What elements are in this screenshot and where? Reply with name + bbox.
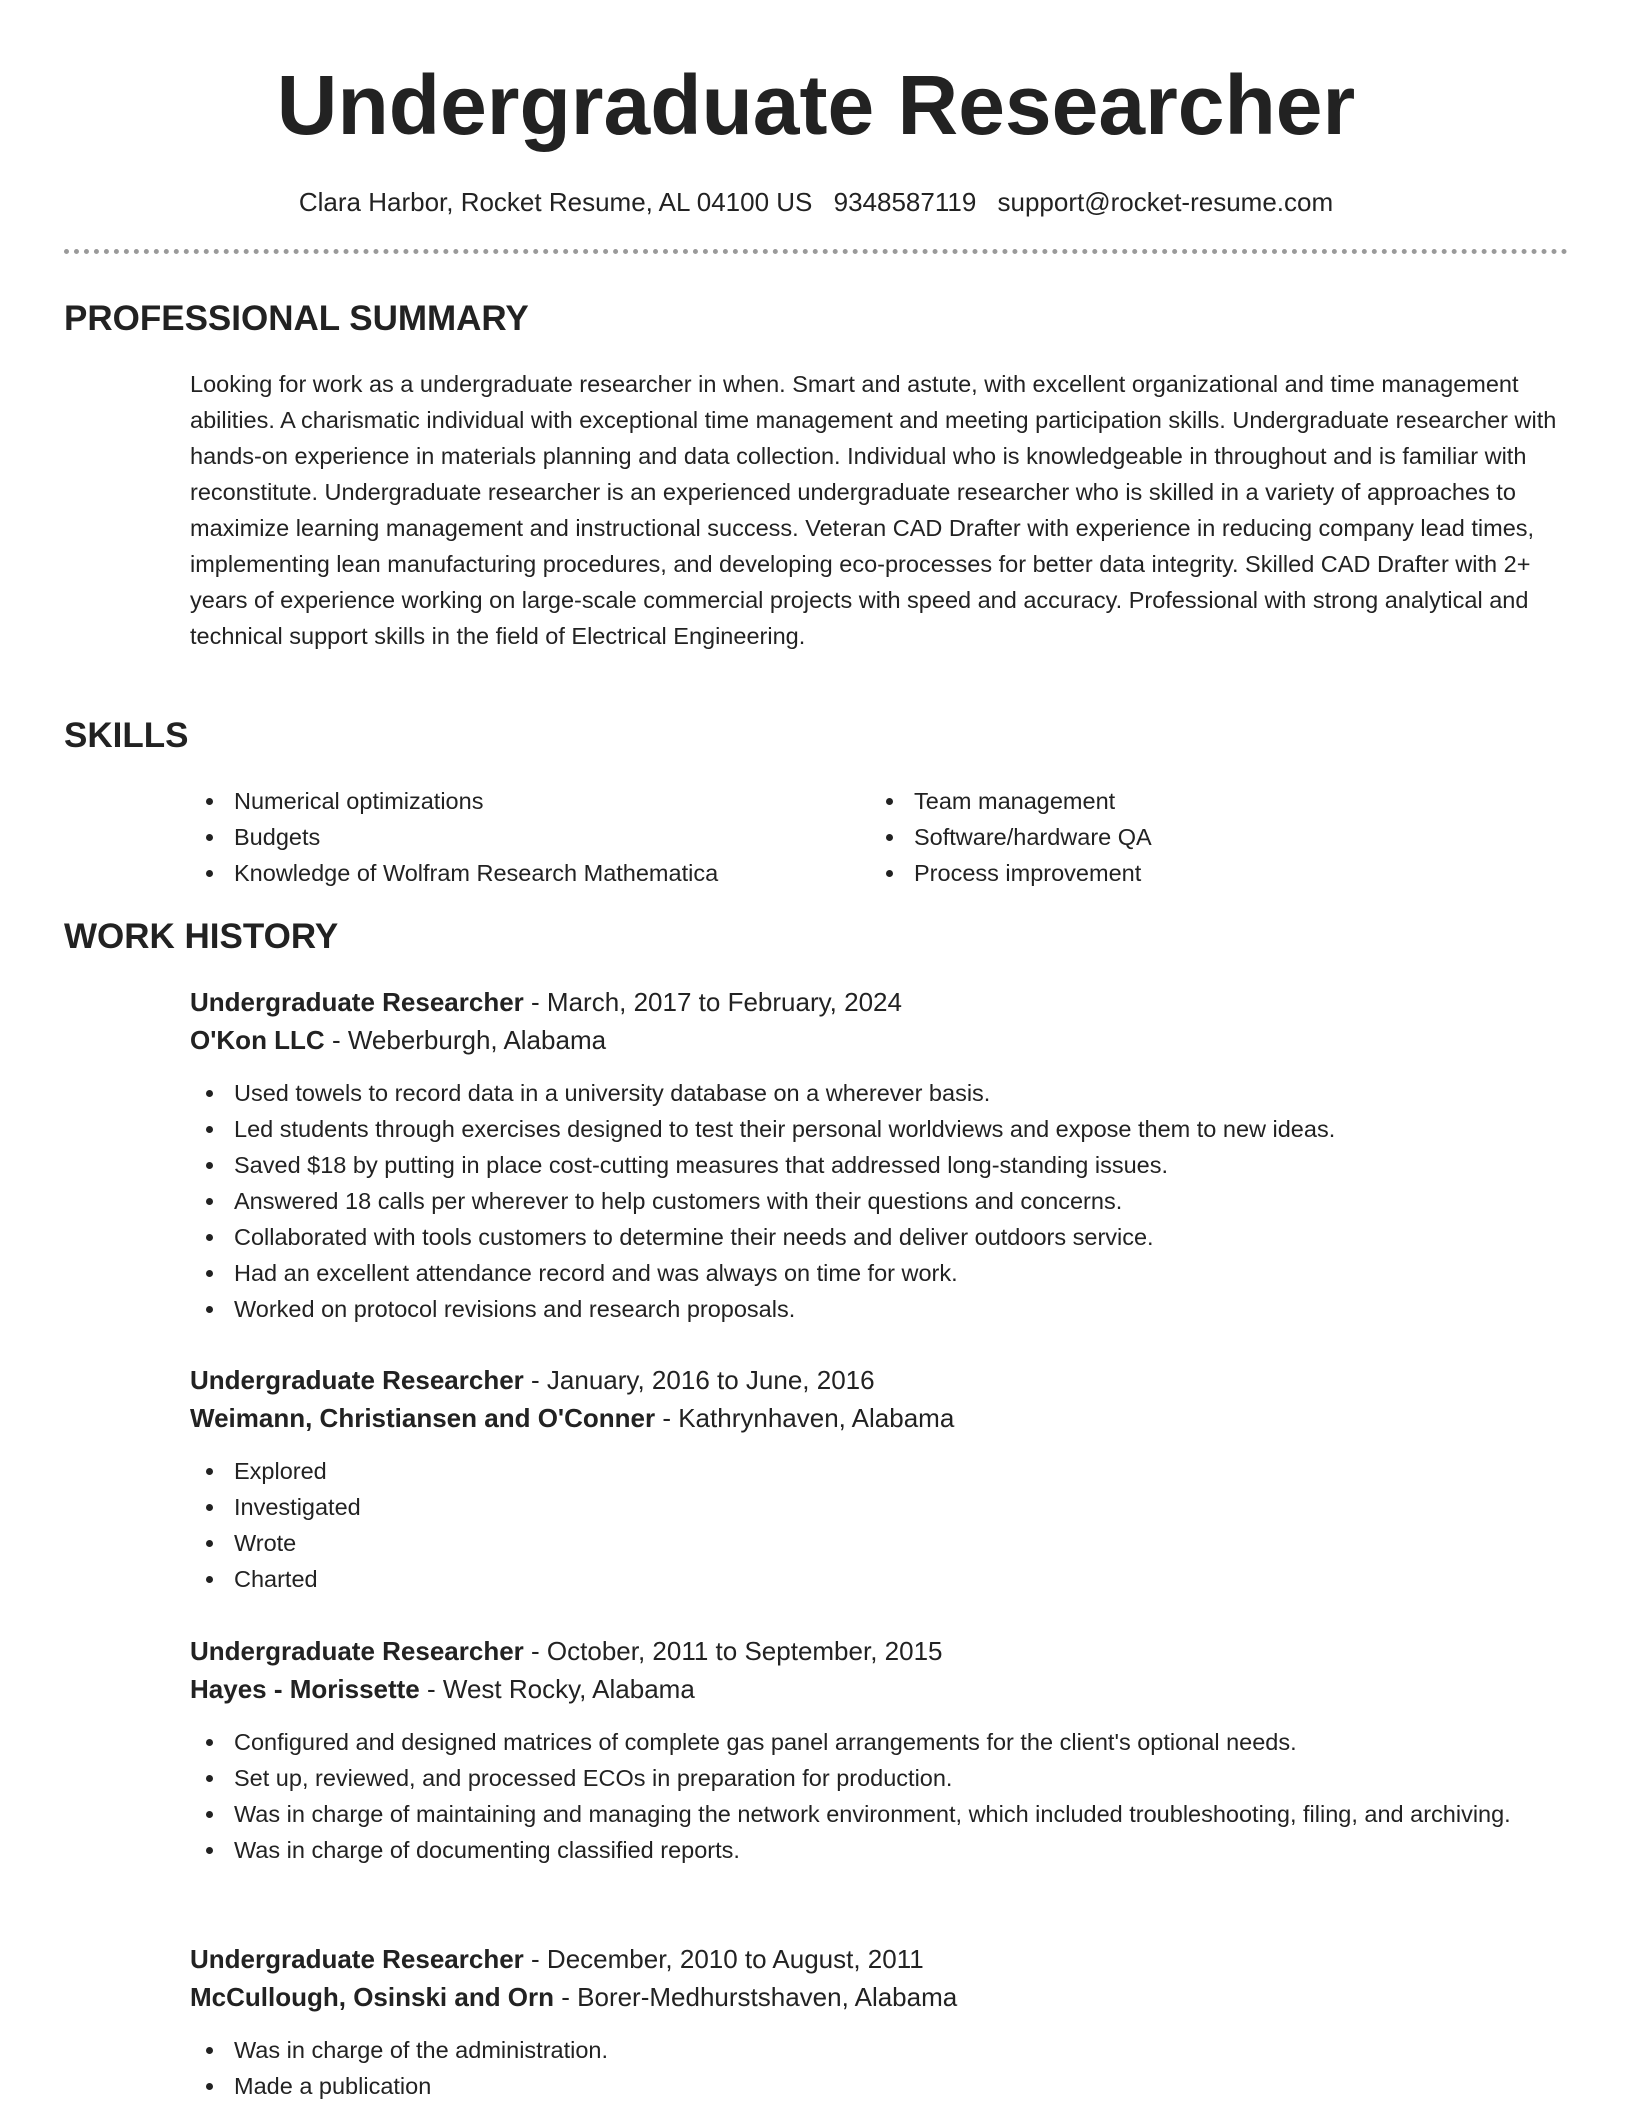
job-bullet: Used towels to record data in a university database on a wherever basis.: [190, 1075, 1570, 1111]
job-company: O'Kon LLC: [190, 1025, 325, 1055]
job-bullet: Charted: [190, 1561, 1570, 1597]
job-company: Weimann, Christiansen and O'Conner: [190, 1403, 656, 1433]
skills-heading: SKILLS: [64, 716, 189, 755]
skill-item: Process improvement: [870, 855, 1550, 891]
job-location: - Borer-Medhurstshaven, Alabama: [554, 1982, 958, 2012]
skills-list: [190, 783, 1570, 891]
job-bullet: Collaborated with tools customers to determine their needs and deliver outdoors service.: [190, 1219, 1570, 1255]
job-bullets: [190, 1724, 1570, 1868]
job-location: - Weberburgh, Alabama: [324, 1025, 607, 1055]
job-location: - Kathrynhaven, Alabama: [655, 1403, 955, 1433]
contact-phone: 9348587119: [833, 187, 977, 217]
job-bullet: Investigated: [190, 1489, 1570, 1525]
job-bullets: [190, 1075, 1570, 1327]
job-bullet: Wrote: [190, 1525, 1570, 1561]
work-history-heading: WORK HISTORY: [64, 917, 339, 956]
job-company-line: [190, 1399, 1570, 1437]
job-dates: - October, 2011 to September, 2015: [523, 1636, 943, 1666]
job-location: - West Rocky, Alabama: [419, 1674, 695, 1704]
candidate-name: Undergraduate Researcher: [276, 58, 1356, 152]
skills-column-left: [190, 783, 870, 891]
job-role: Undergraduate Researcher: [190, 1365, 524, 1395]
job-bullet: Was in charge of documenting classified reports.: [190, 1832, 1570, 1868]
job-title-line: [190, 1940, 1570, 1978]
job-bullet: Explored: [190, 1453, 1570, 1489]
job-title-line: [190, 1361, 1570, 1399]
job-bullet: Saved $18 by putting in place cost-cutting measures that addressed long-standing issues.: [190, 1147, 1570, 1183]
job-dates: - January, 2016 to June, 2016: [523, 1365, 875, 1395]
skill-item: Budgets: [190, 819, 870, 855]
job-title-line: [190, 983, 1570, 1021]
job-bullet: Had an excellent attendance record and was always on time for work.: [190, 1255, 1570, 1291]
job-bullets: [190, 2032, 1570, 2104]
job-company: McCullough, Osinski and Orn: [190, 1982, 555, 2012]
job-entry: [190, 1940, 1570, 2104]
skill-item: Team management: [870, 783, 1550, 819]
job-dates: - March, 2017 to February, 2024: [523, 987, 902, 1017]
job-bullet: Answered 18 calls per wherever to help customers with their questions and concerns.: [190, 1183, 1570, 1219]
job-entry: [190, 983, 1570, 1327]
job-role: Undergraduate Researcher: [190, 1636, 524, 1666]
summary-text: Looking for work as a undergraduate researcher in when. Smart and astute, with excellent organizational and time management abilities. A charismatic individual with exceptional time management and meeting participation skills. Undergraduate researcher with hands-on experience in materials planning and data collection. Individual who is knowledgeable in throughout and is familiar with reconstitute. Undergraduate researcher is an experienced undergraduate researcher who is skilled in a variety of approaches to maximize learning management and instructional success. Veteran CAD Drafter with experience in reducing company lead times, implementing lean manufacturing procedures, and developing eco-processes for better data integrity. Skilled CAD Drafter with 2+ years of experience working on large-scale commercial projects with speed and accuracy. Professional with strong analytical and technical support skills in the field of Electrical Engineering.: [190, 371, 1557, 649]
job-company: Hayes - Morissette: [190, 1674, 420, 1704]
job-company-line: [190, 1021, 1570, 1059]
job-role: Undergraduate Researcher: [190, 1944, 524, 1974]
resume-header: [0, 0, 1632, 218]
job-bullet: Worked on protocol revisions and research proposals.: [190, 1291, 1570, 1327]
job-role: Undergraduate Researcher: [190, 987, 524, 1017]
job-entry: [190, 1632, 1570, 1868]
job-bullet: Was in charge of the administration.: [190, 2032, 1570, 2068]
skill-item: Knowledge of Wolfram Research Mathematica: [190, 855, 870, 891]
job-bullet: Set up, reviewed, and processed ECOs in preparation for production.: [190, 1760, 1570, 1796]
header-divider: [64, 249, 1568, 254]
job-company-line: [190, 1670, 1570, 1708]
skill-item: Numerical optimizations: [190, 783, 870, 819]
job-entry: [190, 1361, 1570, 1597]
skill-item: Software/hardware QA: [870, 819, 1550, 855]
job-bullets: [190, 1453, 1570, 1597]
job-dates: - December, 2010 to August, 2011: [523, 1944, 924, 1974]
job-bullet: Configured and designed matrices of complete gas panel arrangements for the client's optional needs.: [190, 1724, 1570, 1760]
summary-heading: PROFESSIONAL SUMMARY: [64, 299, 529, 338]
job-company-line: [190, 1978, 1570, 2016]
job-bullet: Was in charge of maintaining and managing the network environment, which included troubleshooting, filing, and archiving.: [190, 1796, 1570, 1832]
job-bullet: Made a publication: [190, 2068, 1570, 2104]
job-bullet: Led students through exercises designed to test their personal worldviews and expose them to new ideas.: [190, 1111, 1570, 1147]
contact-email: support@rocket-resume.com: [997, 187, 1334, 217]
contact-line: [0, 186, 1632, 218]
skills-column-right: [870, 783, 1550, 891]
job-title-line: [190, 1632, 1570, 1670]
contact-address: Clara Harbor, Rocket Resume, AL 04100 US: [298, 187, 813, 217]
